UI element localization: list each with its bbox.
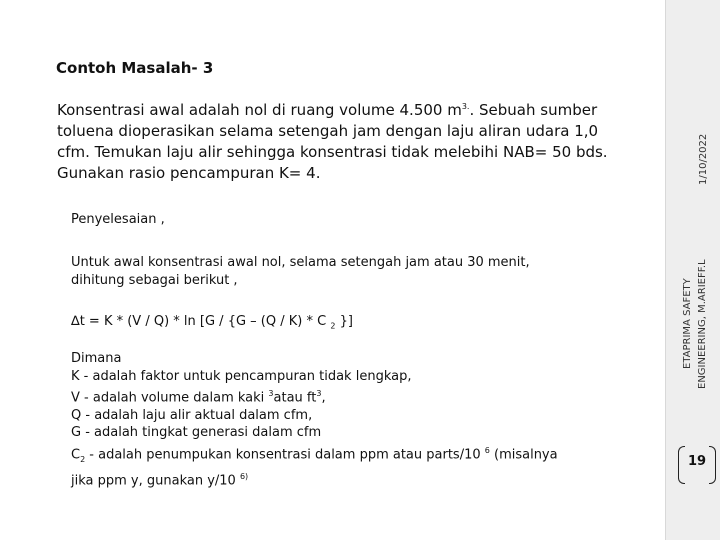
problem-line-4: Gunakan rasio pencampuran K= 4. bbox=[57, 164, 321, 182]
intro-line-2: dihitung sebagai berikut , bbox=[71, 273, 238, 288]
slide-title: Contoh Masalah- 3 bbox=[56, 59, 214, 77]
definition-v: V - adalah volume dalam kaki $^3$atau $ft^3$, bbox=[71, 389, 326, 406]
footer-line-2: ENGINEERING, M.ARIEFF.L bbox=[697, 259, 708, 389]
page-number: 19 bbox=[687, 454, 707, 469]
definition-q: Q - adalah laju alir aktual dalam cfm, bbox=[71, 407, 313, 423]
definition-c2: $C_2$ - adalah penumpukan konsentrasi dalam ppm atau parts/10 $^6$ (misalnya bbox=[71, 445, 558, 464]
definition-g: G - adalah tingkat generasi dalam cfm bbox=[71, 425, 322, 441]
slide-date: 1/10/2022 bbox=[698, 133, 709, 185]
definition-k: K - adalah faktor untuk pencampuran tidak lengkap, bbox=[71, 368, 412, 384]
definitions-heading: Dimana bbox=[71, 351, 122, 366]
problem-statement bbox=[57, 96, 657, 184]
page-number-badge bbox=[678, 446, 716, 482]
problem-line-1: Konsentrasi awal adalah nol di ruang volume 4.500 $m^{3.}$. Sebuah sumber bbox=[57, 101, 598, 119]
solution-heading: Penyelesaian , bbox=[71, 212, 165, 227]
intro-line-1: Untuk awal konsentrasi awal nol, selama setengah jam atau 30 menit, bbox=[71, 255, 530, 270]
formula: ∆t = K * (V / Q) * ln [G / {G – (Q / K) * C $_2$ }] bbox=[71, 314, 353, 331]
definitions bbox=[71, 350, 631, 490]
footer-line-1: ETAPRIMA SAFETY bbox=[682, 278, 693, 369]
problem-line-3: cfm. Temukan laju alir sehingga konsentrasi tidak melebihi NAB= 50 bds. bbox=[57, 143, 608, 161]
problem-line-2: toluena dioperasikan selama setengah jam dengan laju aliran udara 1,0 bbox=[57, 122, 599, 140]
definition-c2-cont: jika ppm y, gunakan y/10 $^{6)}$ bbox=[71, 472, 249, 489]
solution-intro bbox=[71, 254, 591, 290]
